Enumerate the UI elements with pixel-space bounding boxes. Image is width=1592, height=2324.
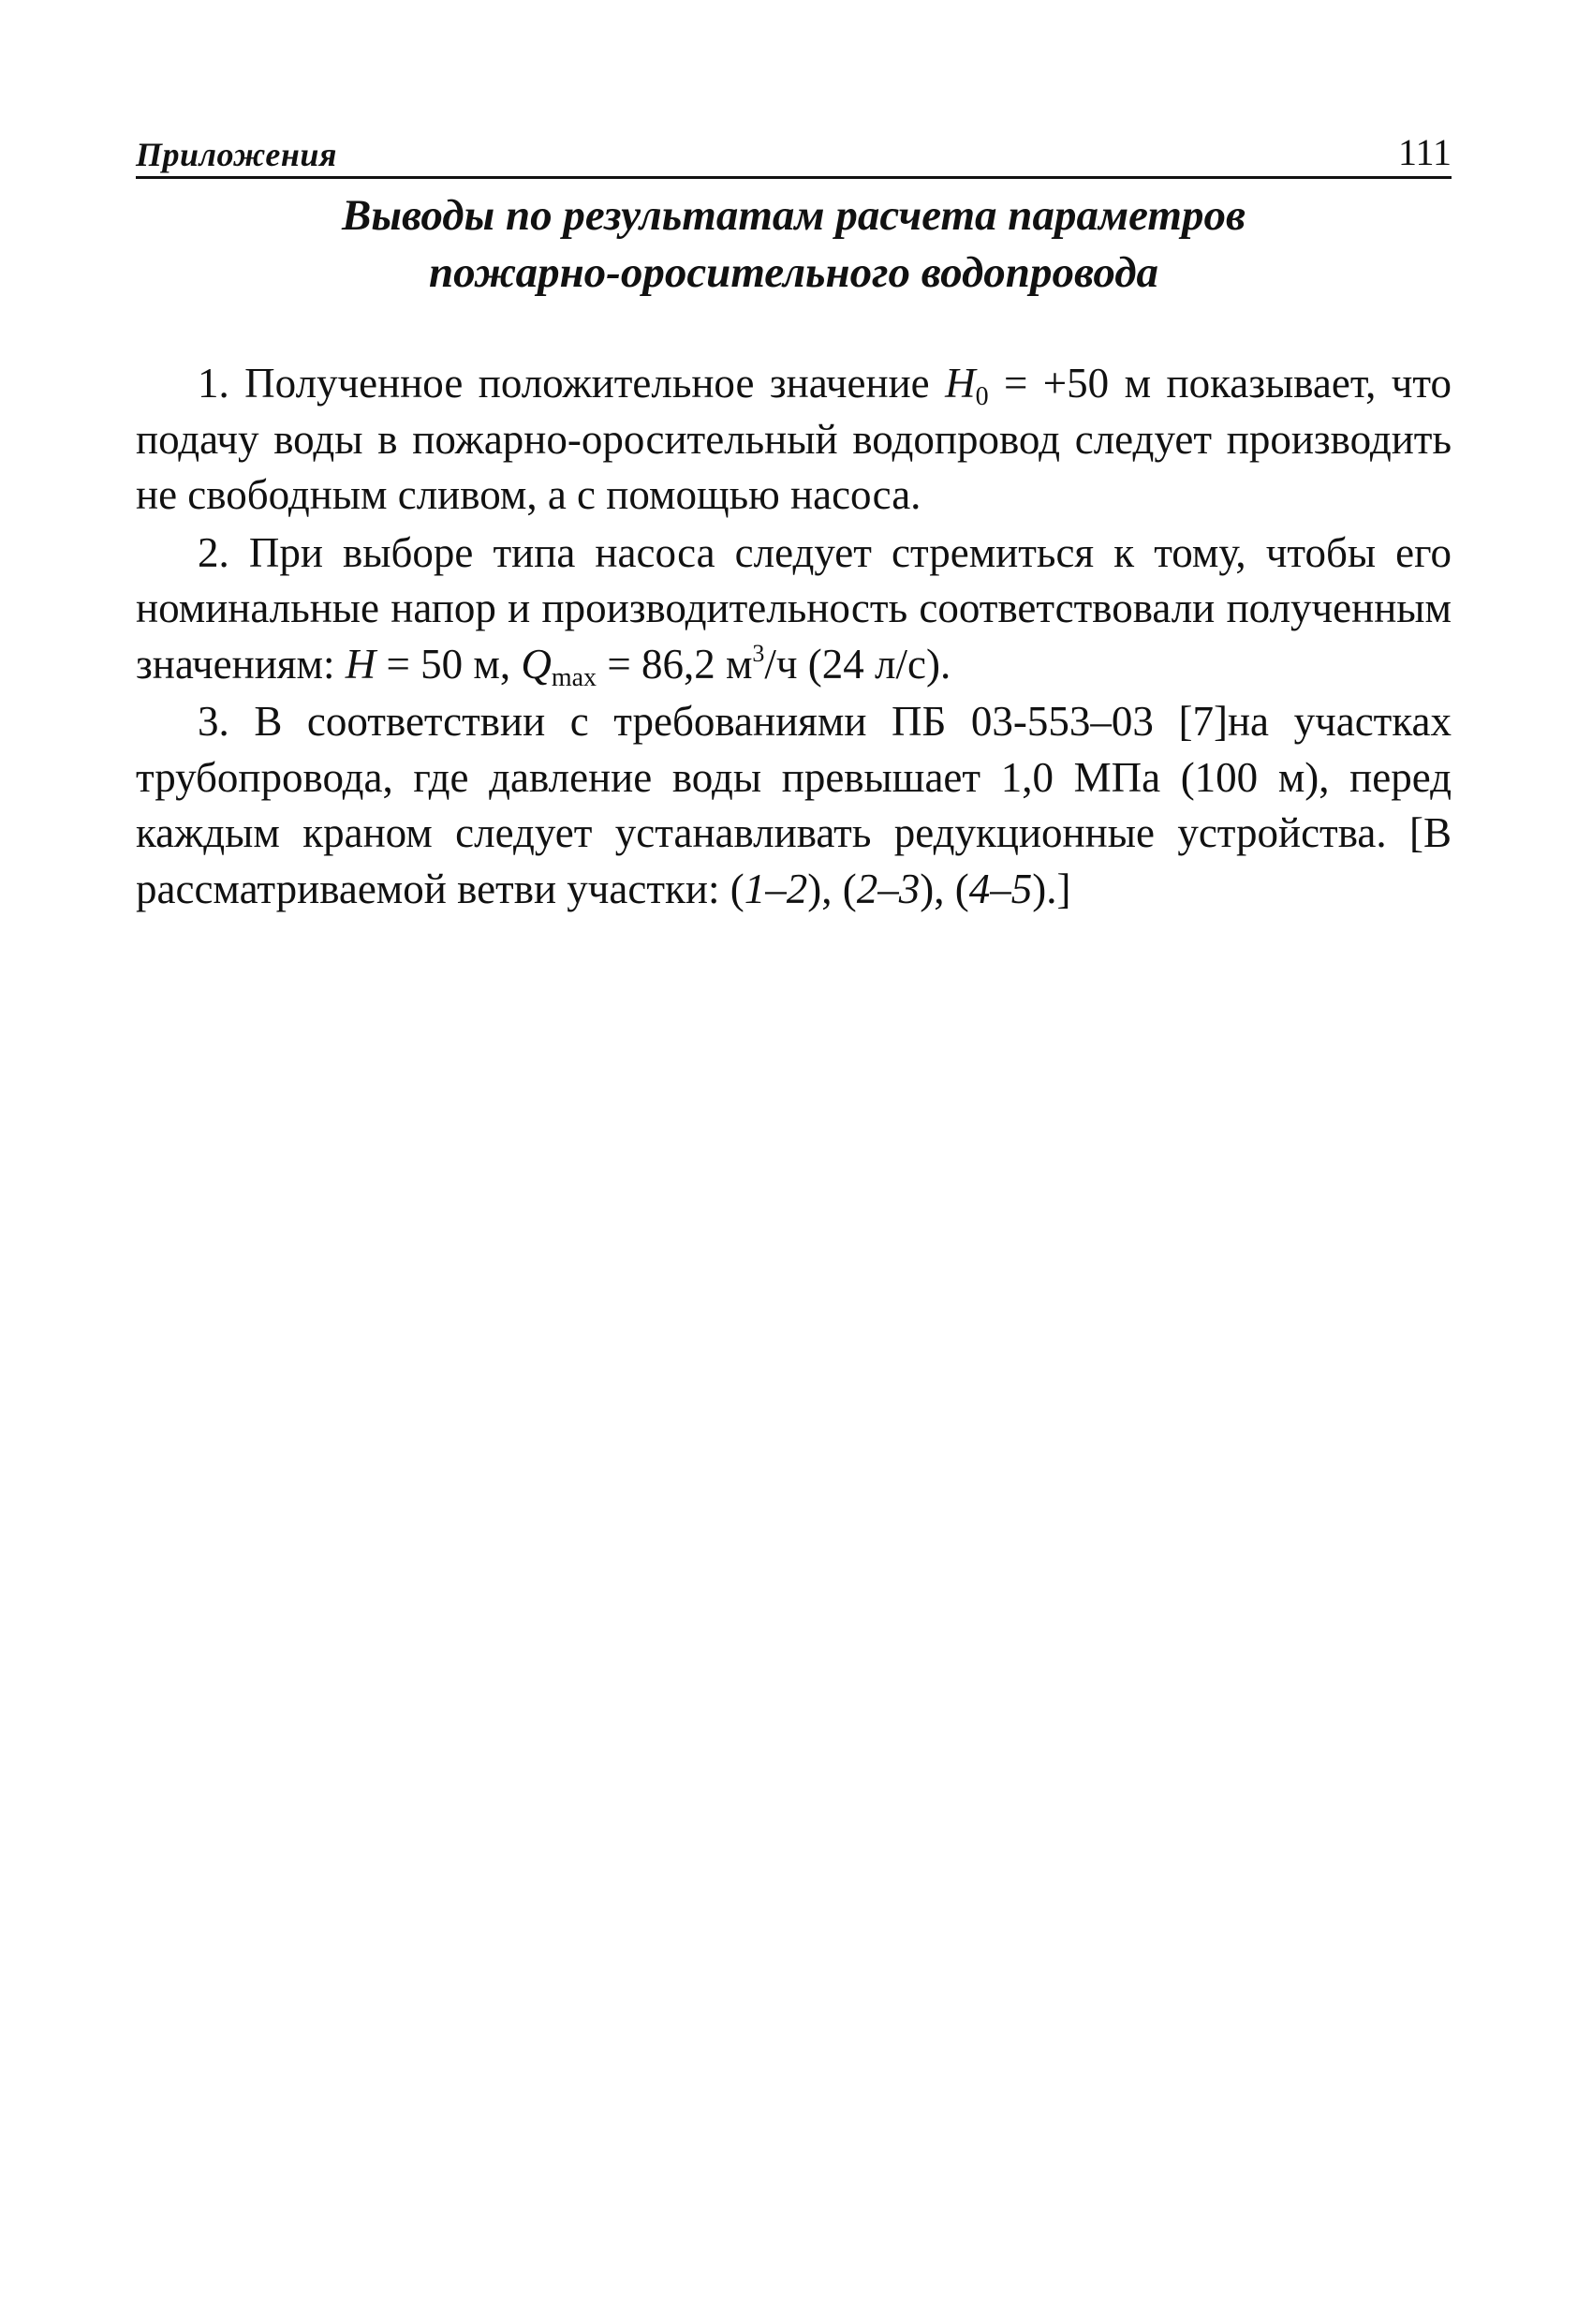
variable-h: H bbox=[345, 640, 376, 688]
paragraph-3-text-c: ), ( bbox=[920, 865, 969, 912]
paragraph-2-text-a: При выборе типа насоса следует стремиться к тому, чтобы его номинальные напор и производительность соответствовали полученным значениям: bbox=[136, 528, 1452, 688]
paragraph-3-number: 3. bbox=[198, 698, 229, 745]
paragraph-2-text-d: /ч (24 л/с). bbox=[764, 640, 951, 688]
paragraph-2 bbox=[136, 525, 1452, 693]
segment-2-3: 2–3 bbox=[856, 865, 921, 912]
paragraph-2-number: 2. bbox=[198, 528, 229, 576]
subscript-0: 0 bbox=[975, 382, 989, 411]
segment-4-5: 4–5 bbox=[968, 865, 1033, 912]
superscript-3: 3 bbox=[752, 639, 765, 667]
subscript-max: max bbox=[551, 662, 597, 692]
variable-q: Q bbox=[521, 640, 552, 688]
segment-1-2: 1–2 bbox=[744, 865, 808, 912]
page-number: 111 bbox=[1397, 131, 1452, 173]
paragraph-2-text-b: = 50 м, bbox=[376, 640, 522, 688]
paragraph-1 bbox=[136, 356, 1452, 524]
paragraph-3 bbox=[136, 694, 1452, 917]
paragraph-3-text-d: ).] bbox=[1032, 865, 1071, 912]
heading-line-1: Выводы по результатам расчета параметров bbox=[342, 191, 1246, 240]
running-header bbox=[136, 127, 1452, 179]
paragraph-1-number: 1. bbox=[198, 360, 229, 407]
paragraph-1-text-b: = +50 м показывает, что подачу воды в пожарно-оросительный водопровод следует производить не свободным сливом, а с помощью насоса. bbox=[136, 360, 1452, 518]
body-text bbox=[136, 356, 1452, 919]
paragraph-3-text-b: ), ( bbox=[807, 865, 857, 912]
paragraph-2-text-c: = 86,2 м bbox=[597, 640, 753, 688]
heading-line-2: пожарно-оросительного водопровода bbox=[428, 248, 1159, 297]
paragraph-1-text-a: Полученное положительное значение bbox=[228, 360, 946, 407]
variable-h0: H bbox=[945, 360, 976, 407]
paragraph-3-text-a: В соответствии с требованиями ПБ 03-553–03 [7]на участках трубопровода, где давление воды превышает 1,0 МПа (100 м), перед каждым краном следует устанавливать редукционные устройства. [В рассматриваемой ветви участки: ( bbox=[136, 698, 1452, 912]
section-title: Приложения bbox=[136, 136, 337, 173]
section-heading bbox=[136, 187, 1452, 302]
